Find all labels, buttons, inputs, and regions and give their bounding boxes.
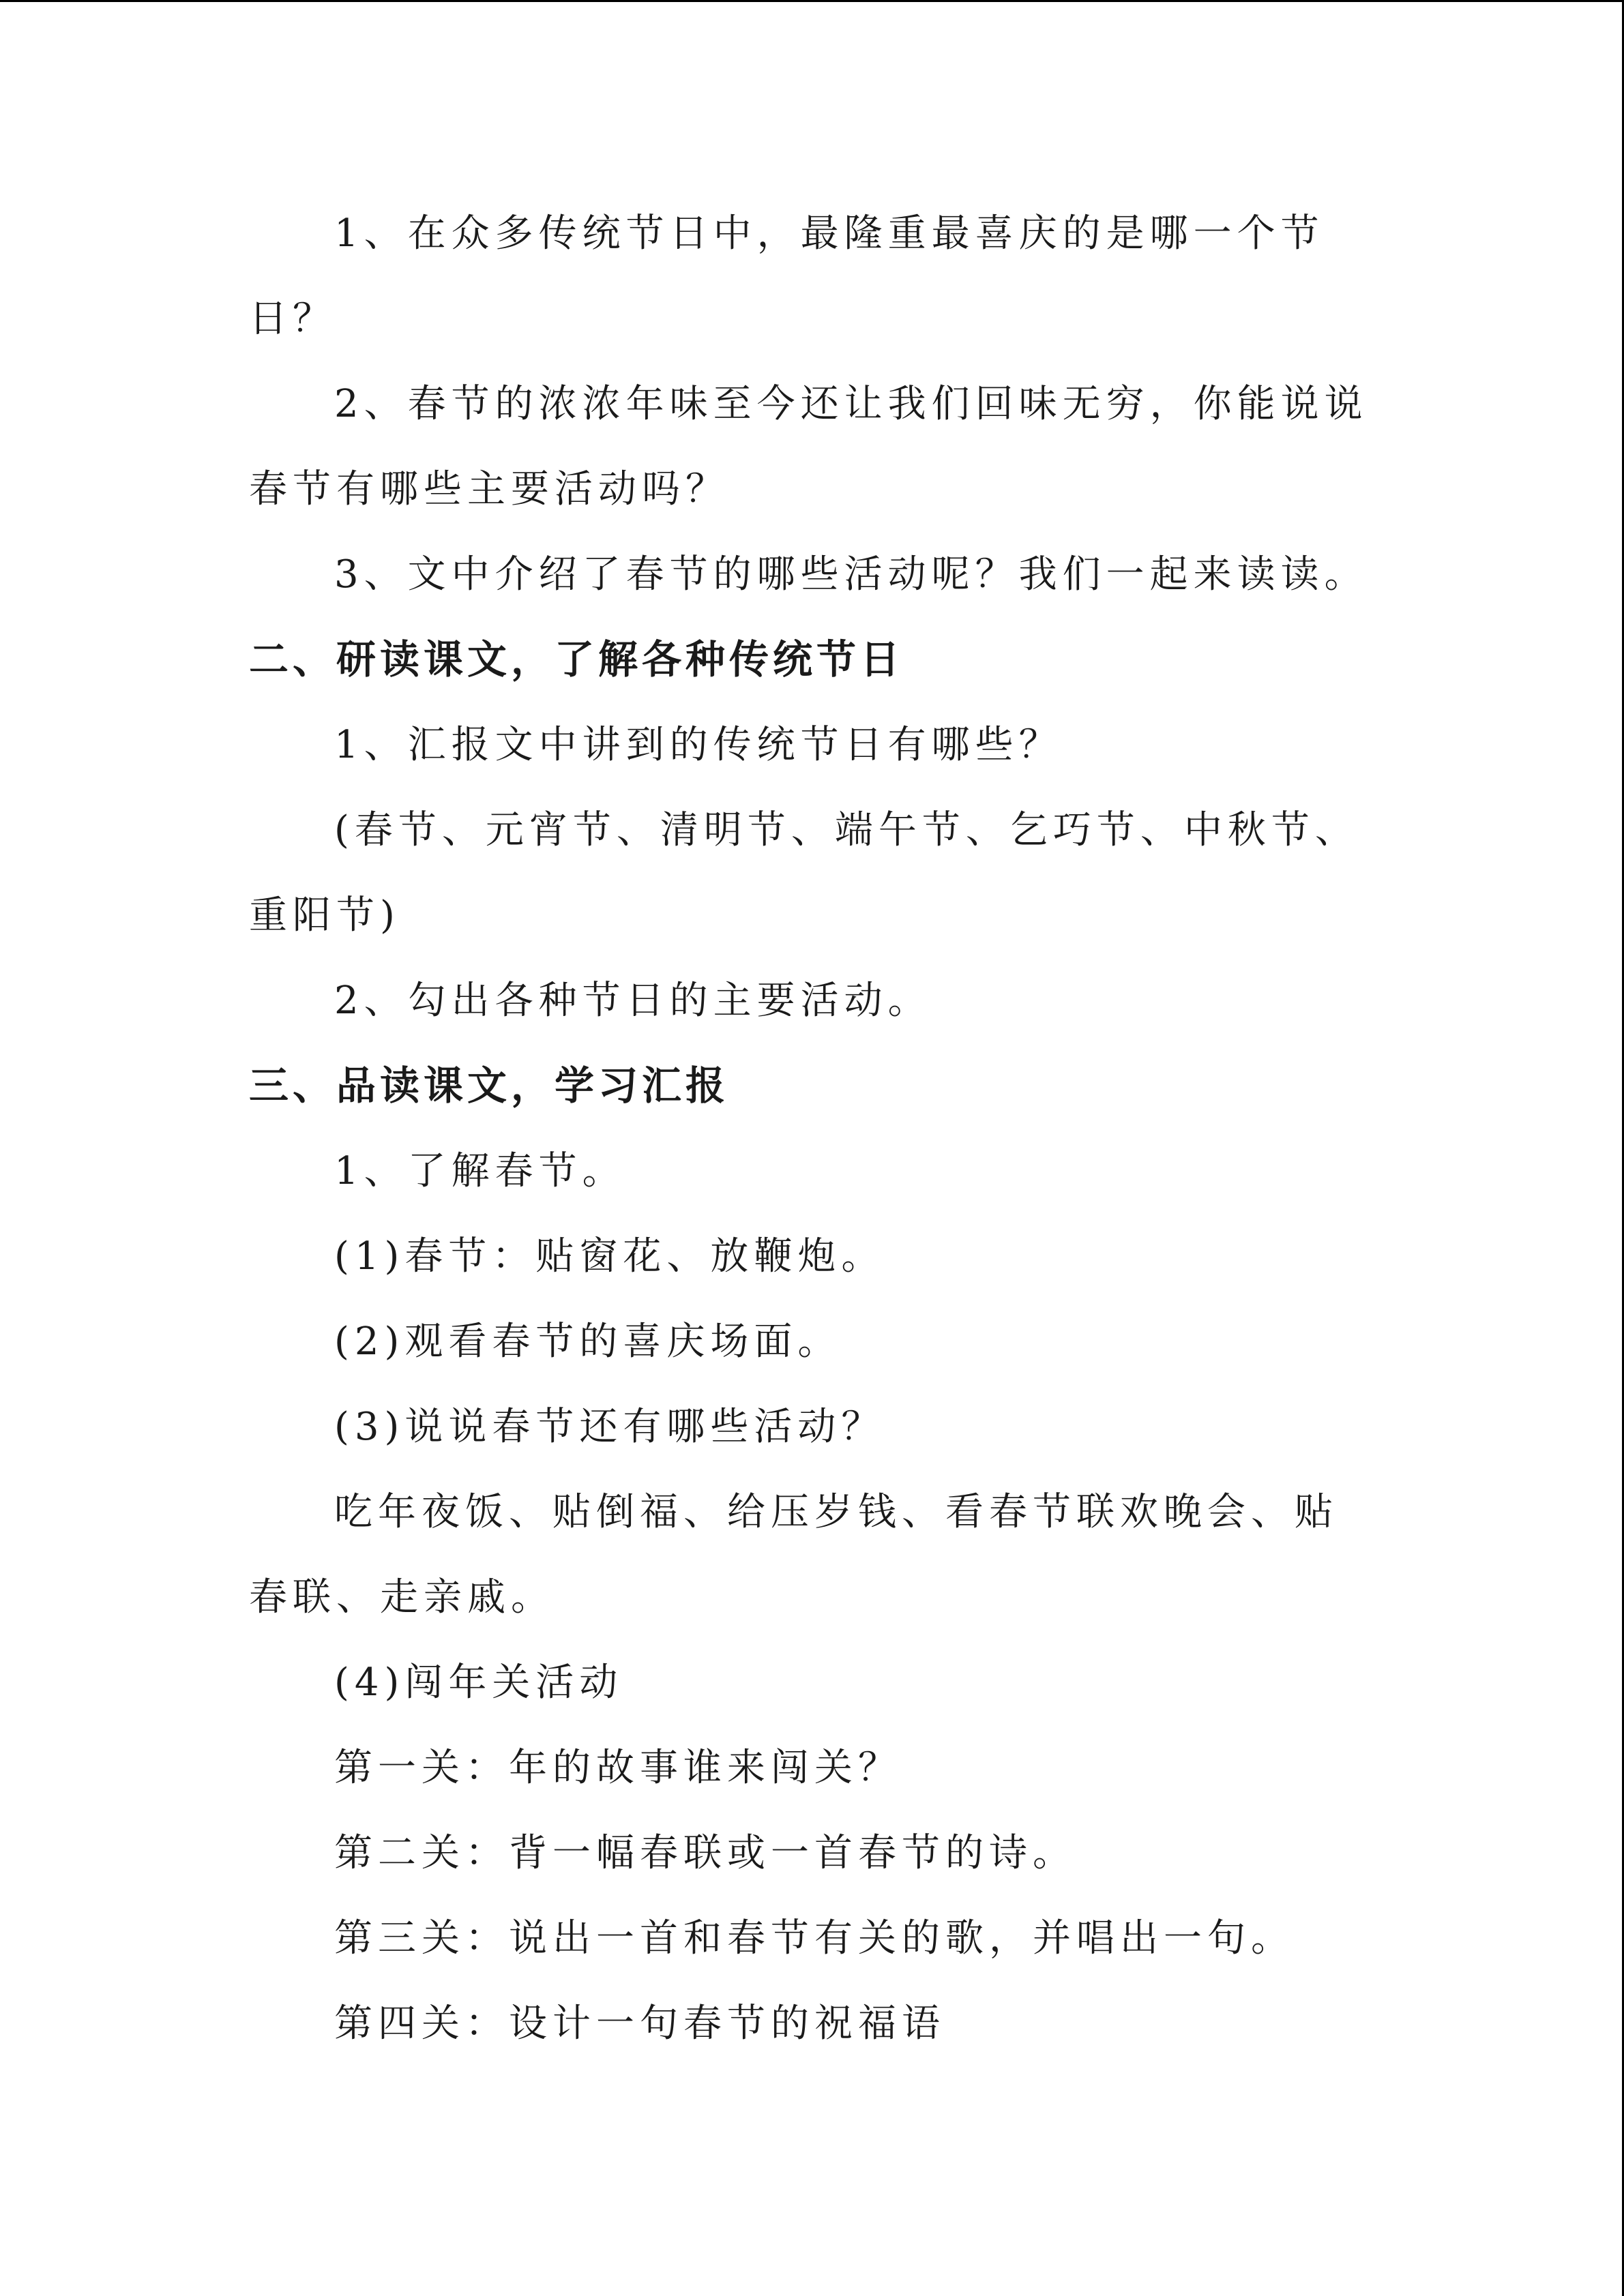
intro-question-3: 3、文中介绍了春节的哪些活动呢？我们一起来读读。	[334, 552, 1368, 597]
section-2-heading: 二、研读课文，了解各种传统节日	[249, 636, 904, 683]
section-2-festival-list: (春节、元宵节、清明节、端午节、乞巧节、中秋节、重阳节)	[249, 808, 1359, 938]
level-4: 第四关：设计一句春节的祝福语	[334, 2001, 945, 2046]
intro-question-1: 1、在众多传统节日中，最隆重最喜庆的是哪一个节日？	[249, 211, 1325, 341]
section-2-item-1: 1、汇报文中讲到的传统节日有哪些？	[334, 723, 1063, 767]
section-3-sub-3: (3)说说春节还有哪些活动？	[334, 1405, 885, 1449]
top-border-line	[0, 0, 1624, 2]
section-3-sub-4: (4)闯年关活动	[334, 1660, 623, 1705]
level-3: 第三关：说出一首和春节有关的歌，并唱出一句。	[334, 1916, 1295, 1960]
section-3-sub-1: (1)春节：贴窗花、放鞭炮。	[334, 1234, 885, 1279]
section-2-item-2: 2、勾出各种节日的主要活动。	[334, 979, 932, 1023]
intro-question-2: 2、春节的浓浓年味至今还让我们回味无穷，你能说说春节有哪些主要活动吗？	[249, 382, 1368, 511]
section-3-heading: 三、品读课文，学习汇报	[249, 1062, 730, 1109]
document-body	[249, 191, 1378, 2066]
section-3-sub-2: (2)观看春节的喜庆场面。	[334, 1320, 842, 1364]
section-3-activities: 吃年夜饭、贴倒福、给压岁钱、看春节联欢晚会、贴春联、走亲戚。	[249, 1490, 1338, 1620]
section-3-item-1: 1、了解春节。	[334, 1149, 626, 1193]
level-1: 第一关：年的故事谁来闯关？	[334, 1746, 902, 1790]
level-2: 第二关：背一幅春联或一首春节的诗。	[334, 1831, 1076, 1875]
